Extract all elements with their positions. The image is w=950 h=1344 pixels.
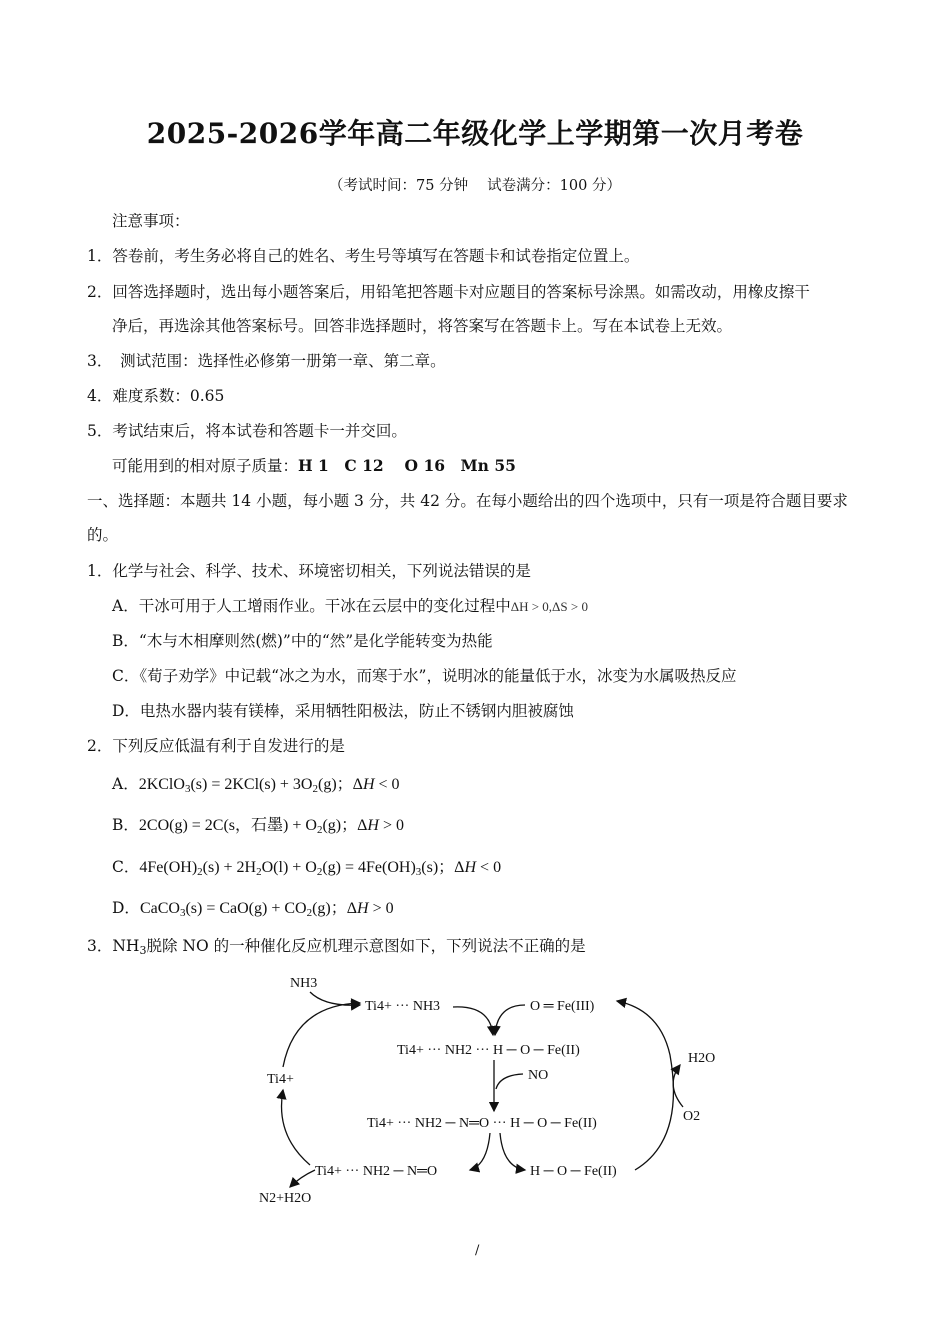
arrow-fe-cycle-right [617, 1001, 673, 1170]
q1-option-a-formula: ΔH > 0,ΔS > 0 [510, 599, 588, 614]
arrow-merge-right [495, 1005, 525, 1035]
atomic-mass-label: 可能用到的相对原子质量： [112, 457, 299, 475]
q3-stem-prefix: 3．NH [87, 937, 140, 955]
arrow-o2-to-h2o [673, 1065, 683, 1107]
label-row3: Ti4+ ··· NH2 ─ N═O ··· H ─ O ─ Fe(II) [367, 1116, 597, 1131]
note-3: 3． 测试范围：选择性必修第一册第一章、第二章。 [87, 352, 446, 370]
note-4: 4．难度系数：0.65 [87, 387, 225, 405]
q2-option-a [112, 774, 400, 799]
note-1: 1．答卷前，考生务必将自己的姓名、考生号等填写在答题卡和试卷指定位置上。 [87, 247, 640, 265]
q2-option-c [112, 857, 501, 882]
label-nh3-in: NH3 [290, 976, 318, 991]
reaction-mechanism-diagram [255, 965, 745, 1215]
q1-option-a [112, 596, 588, 617]
q3-stem-sub: 3 [139, 944, 147, 957]
q1-stem: 1．化学与社会、科学、技术、环境密切相关，下列说法错误的是 [87, 562, 531, 580]
page-number: / [475, 1243, 480, 1258]
q1-option-b: B．“木与木相摩则然(燃)”中的“然”是化学能转变为热能 [112, 632, 493, 650]
arrow-no-in [496, 1074, 523, 1089]
q2-option-d-label: D． [112, 899, 140, 917]
label-row1-left: Ti4+ ··· NH3 [365, 999, 441, 1014]
section1-heading-cont: 的。 [87, 526, 119, 544]
label-row1-right: O ═ Fe(III) [530, 999, 595, 1014]
q2-option-a-equation: 2KClO$_3$(s) = $2KCl(s) + 3O_2(g)$；ΔH < 0 [138, 776, 400, 795]
q3-stem [87, 936, 586, 961]
label-row4-right: H ─ O ─ Fe(II) [530, 1164, 617, 1179]
arrow-row3-to-row4-left [470, 1133, 490, 1170]
label-h2o-out: H2O [688, 1051, 716, 1066]
note-2: 2．回答选择题时，选出每小题答案后，用铅笔把答题卡对应题目的答案标号涂黑。如需改动，用橡皮擦干 [87, 283, 810, 301]
label-n2-h2o-out: N2+H2O [259, 1191, 312, 1206]
exam-info: （考试时间：75 分钟 试卷满分：100 分） [329, 178, 621, 194]
q2-option-c-label: C． [112, 858, 140, 876]
arrow-merge-left [453, 1007, 493, 1035]
q2-option-b [112, 815, 404, 840]
q1-option-d: D．电热水器内装有镁棒，采用牺牲阳极法，防止不锈钢内胆被腐蚀 [112, 702, 574, 720]
note-5: 5．考试结束后，将本试卷和答题卡一并交回。 [87, 422, 407, 440]
label-ti-left: Ti4+ [267, 1072, 294, 1087]
q1-option-a-text: A．干冰可用于人工增雨作业。干冰在云层中的变化过程中 [112, 597, 511, 615]
section1-heading: 一、选择题：本题共 14 小题，每小题 3 分，共 42 分。在每小题给出的四个选项中，只有一项是符合题目要求 [87, 492, 848, 510]
atomic-mass-line [112, 456, 516, 476]
q2-option-b-equation: 2CO(g) = 2C(s，石墨) + $O_2(g)$；ΔH > 0 [138, 817, 404, 836]
label-row4-left: Ti4+ ··· NH2 ─ N═O [315, 1164, 438, 1179]
q2-option-b-label: B． [112, 816, 139, 834]
q3-stem-suffix: 脱除 NO 的一种催化反应机理示意图如下，下列说法不正确的是 [146, 937, 586, 955]
arrow-row3-to-row4-right [500, 1133, 525, 1170]
q1-option-c: C．《荀子劝学》中记载“冰之为水，而寒于水”，说明冰的能量低于水，冰变为水属吸热反应 [112, 667, 737, 685]
notes-heading: 注意事项： [112, 212, 190, 230]
arrow-ti-cycle-top [283, 1003, 360, 1067]
arrow-ti-cycle-left [282, 1090, 310, 1165]
page-title: 2025-2026学年高二年级化学上学期第一次月考卷 [146, 117, 804, 150]
q2-option-c-equation: $4Fe(OH)_2(s) + 2H_2O(l) + O_2(g) = 4Fe(OH)_3(s)$；ΔH < 0 [139, 859, 502, 878]
label-no-in: NO [528, 1068, 549, 1083]
arrow-to-n2-h2o [290, 1170, 315, 1187]
label-o2-in: O2 [683, 1109, 701, 1124]
note-2-cont: 净后，再选涂其他答案标号。回答非选择题时，将答案写在答题卡上。写在本试卷上无效。 [112, 317, 733, 335]
q2-option-d-equation: CaCO$_3$(s) = $CaO(g) + CO_2(g)$；ΔH > 0 [139, 900, 394, 919]
atomic-mass-values: H 1 C 12 O 16 Mn 55 [298, 456, 516, 475]
q2-option-a-label: A． [112, 775, 139, 793]
q2-option-d [112, 898, 394, 923]
q2-stem: 2．下列反应低温有利于自发进行的是 [87, 737, 345, 755]
label-row2: Ti4+ ··· NH2 ··· H ─ O ─ Fe(II) [397, 1043, 580, 1058]
